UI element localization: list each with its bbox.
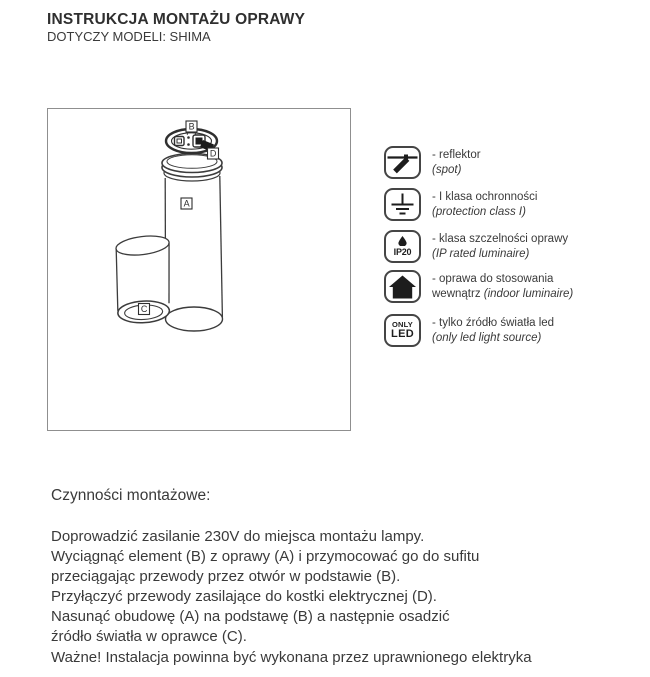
instruction-line: Nasunąć obudowę (A) na podstawę (B) a następnie osadzić — [51, 608, 450, 625]
instructions-heading: Czynności montażowe: — [51, 487, 211, 504]
feature-label-en: (protection class I) — [432, 206, 526, 218]
feature-label-pl: - klasa szczelności oprawy — [432, 233, 569, 245]
feature-row-spot — [384, 146, 481, 179]
label-a: A — [183, 198, 190, 209]
product-diagram-box — [47, 108, 351, 431]
instruction-line: źródło światła w oprawce (C). — [51, 628, 247, 645]
label-c: C — [140, 304, 148, 315]
feature-label-pl-2: wewnątrz — [432, 288, 484, 300]
feature-row-protection-class — [384, 188, 537, 221]
instruction-line: przeciągając przewody przez otwór w podstawie (B). — [51, 568, 401, 585]
feature-label-en: (only led light source) — [432, 332, 542, 344]
lamp-drawing — [48, 109, 350, 430]
instruction-line: Doprowadzić zasilanie 230V do miejsca montażu lampy. — [51, 528, 425, 545]
ip-rating-icon — [384, 230, 421, 263]
feature-label-en: (spot) — [432, 164, 462, 176]
spot-icon — [384, 146, 421, 179]
house-icon — [387, 273, 418, 300]
instruction-steps — [51, 527, 631, 647]
led-badge-text: LED — [391, 328, 414, 340]
water-drop-icon — [398, 236, 407, 246]
instruction-line: Wyciągnąć element (B) z oprawy (A) i przymocować go do sufitu — [51, 548, 480, 565]
feature-text — [432, 230, 568, 262]
led-only-icon — [384, 314, 421, 347]
feature-text — [432, 270, 573, 302]
feature-label-pl: - reflektor — [432, 149, 481, 161]
feature-row-ip-rating — [384, 230, 568, 263]
feature-label-mixed — [432, 287, 573, 302]
feature-label-en: (indoor luminaire) — [483, 288, 574, 300]
feature-text — [432, 188, 537, 220]
instruction-line: Przyłączyć przewody zasilające do kostki elektrycznej (D). — [51, 588, 437, 605]
page-subtitle: DOTYCZY MODELI: SHIMA — [47, 29, 211, 44]
instructions-section — [51, 487, 631, 668]
indoor-use-icon — [384, 270, 421, 303]
ip-badge-text: IP20 — [393, 247, 412, 257]
warning-text: Ważne! Instalacja powinna być wykonana przez uprawnionego elektryka — [51, 649, 532, 666]
feature-row-indoor — [384, 270, 573, 303]
feature-text — [432, 146, 481, 178]
page-title: INSTRUKCJA MONTAŻU OPRAWY — [47, 11, 306, 28]
label-d: D — [209, 148, 217, 159]
feature-label-pl: - oprawa do stosowania — [432, 273, 554, 285]
only-badge-text: ONLY — [392, 320, 413, 329]
feature-label-pl: - tylko źródło światła led — [432, 317, 555, 329]
feature-text — [432, 314, 554, 346]
feature-row-led-only — [384, 314, 554, 347]
label-b: B — [188, 121, 195, 132]
protection-class-icon — [384, 188, 421, 221]
feature-label-pl: - I klasa ochronności — [432, 191, 538, 203]
feature-label-en: (IP rated luminaire) — [432, 248, 530, 260]
